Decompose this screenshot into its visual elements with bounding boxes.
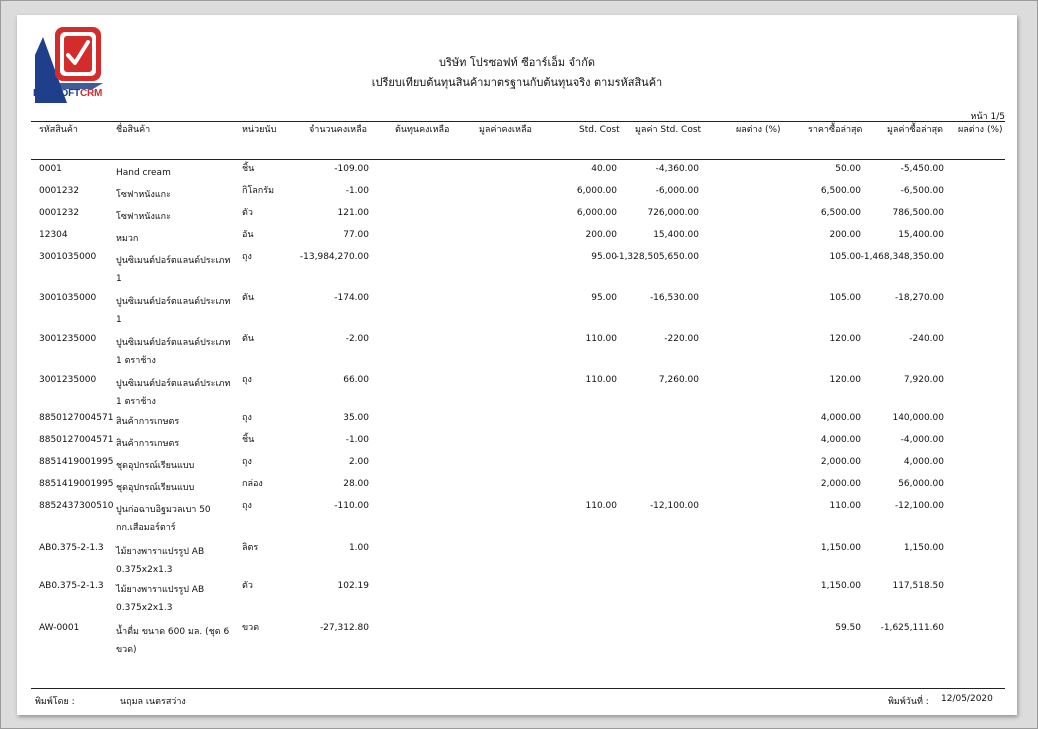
col-header-qty: จำนวนคงเหลือ — [309, 125, 368, 135]
row-qty: 102.19 — [337, 581, 369, 591]
col-header-value-balance: มูลค่าคงเหลือ — [479, 125, 532, 135]
row-last-value: 1,150.00 — [903, 543, 944, 553]
row-std-cost: 95.00 — [591, 252, 617, 262]
header-top-rule — [31, 121, 1005, 122]
row-product-name: ปูนซิเมนต์ปอร์ตแลนด์ประเภท 1 ตราช้าง — [116, 379, 231, 407]
row-last-value: 56,000.00 — [898, 479, 944, 489]
row-unit: ตัน — [242, 293, 254, 303]
row-qty: -1.00 — [345, 186, 369, 196]
row-last-price: 105.00 — [829, 293, 861, 303]
row-last-price: 110.00 — [829, 501, 861, 511]
row-last-value: 140,000.00 — [892, 413, 944, 423]
row-last-price: 2,000.00 — [820, 479, 861, 489]
row-product-name: ปูนซิเมนต์ปอร์ตแลนด์ประเภท 1 ตราช้าง — [116, 338, 231, 366]
row-qty: -13,984,270.00 — [299, 252, 369, 262]
printed-by-name: นฤมล เนตรสว่าง — [120, 697, 186, 707]
row-qty: -174.00 — [334, 293, 369, 303]
row-qty: -1.00 — [345, 435, 369, 445]
row-code: 0001 — [39, 164, 62, 174]
row-last-price: 4,000.00 — [820, 413, 861, 423]
report-page — [17, 15, 1017, 715]
row-last-price: 6,500.00 — [820, 186, 861, 196]
row-std-cost: 200.00 — [585, 230, 617, 240]
row-product-name: ปูนซิเมนต์ปอร์ตแลนด์ประเภท 1 — [116, 297, 231, 325]
row-qty: 28.00 — [343, 479, 369, 489]
row-unit: ถุง — [242, 457, 252, 467]
header-bottom-rule — [31, 159, 1005, 160]
row-last-value: -1,468,348,350.00 — [860, 252, 944, 262]
row-code: 12304 — [39, 230, 68, 240]
row-unit: ตัว — [242, 581, 253, 591]
row-std-cost: 110.00 — [585, 334, 617, 344]
row-last-value: -18,270.00 — [894, 293, 944, 303]
row-qty: 77.00 — [343, 230, 369, 240]
row-unit: ชิ้น — [242, 164, 255, 174]
row-std-cost: 110.00 — [585, 375, 617, 385]
row-last-price: 200.00 — [829, 230, 861, 240]
col-header-last-price: ราคาซื้อล่าสุด — [808, 125, 863, 135]
printed-date-label: พิมพ์วันที่ : — [888, 697, 929, 707]
row-code: 3001035000 — [39, 293, 97, 303]
row-product-name: สินค้าการเกษตร — [116, 439, 180, 449]
row-last-value: 7,920.00 — [903, 375, 944, 385]
row-unit: ชิ้น — [242, 435, 255, 445]
row-last-value: -12,100.00 — [894, 501, 944, 511]
row-std-value: 726,000.00 — [647, 208, 699, 218]
row-product-name: น้ำดื่ม ขนาด 600 มล. (ชุด 6 ขวด) — [116, 627, 230, 655]
col-header-diff-2: ผลต่าง (%) — [958, 125, 1003, 135]
row-product-name: โซฟาหนังแกะ — [116, 190, 171, 200]
row-product-name: ชุดอุปกรณ์เรียนแบบ — [116, 483, 195, 493]
row-product-name: ไม้ยางพาราแปรรูป AB 0.375x2x1.3 — [116, 547, 205, 575]
row-code: 8851419001995 — [39, 457, 114, 467]
row-unit: ถุง — [242, 252, 252, 262]
row-code: 3001035000 — [39, 252, 97, 262]
printed-date: 12/05/2020 — [941, 694, 993, 704]
report-title: เปรียบเทียบต้นทุนสินค้ามาตรฐานกับต้นทุนจริง ตามรหัสสินค้า — [371, 76, 663, 89]
row-code: 8850127004571 — [39, 413, 114, 423]
row-last-value: 4,000.00 — [903, 457, 944, 467]
row-unit: ตัน — [242, 334, 254, 344]
row-qty: -110.00 — [334, 501, 369, 511]
row-unit: อัน — [242, 230, 254, 240]
row-last-price: 1,150.00 — [820, 581, 861, 591]
row-product-name: หมวก — [116, 234, 139, 244]
row-last-price: 1,150.00 — [820, 543, 861, 553]
row-qty: 121.00 — [337, 208, 369, 218]
col-header-cost-balance: ต้นทุนคงเหลือ — [395, 125, 450, 135]
row-last-price: 105.00 — [829, 252, 861, 262]
company-name: บริษัท โปรซอฟท์ ซีอาร์เอ็ม จำกัด — [439, 56, 595, 69]
row-unit: ตัว — [242, 208, 253, 218]
row-qty: 66.00 — [343, 375, 369, 385]
row-unit: ขวด — [242, 623, 260, 633]
row-last-value: 786,500.00 — [892, 208, 944, 218]
col-header-std-cost: Std. Cost — [579, 125, 620, 135]
row-last-price: 120.00 — [829, 334, 861, 344]
row-std-cost: 6,000.00 — [576, 186, 617, 196]
row-unit: ลิตร — [242, 543, 259, 553]
row-last-value: -1,625,111.60 — [880, 623, 944, 633]
row-qty: -27,312.80 — [319, 623, 369, 633]
printed-by-label: พิมพ์โดย : — [35, 697, 75, 707]
row-qty: -109.00 — [334, 164, 369, 174]
row-product-name: ปูนก่อฉาบอิฐมวลเบา 50 กก.เสือมอร์ตาร์ — [116, 505, 211, 533]
col-header-unit: หน่วยนับ — [242, 125, 277, 135]
row-last-price: 120.00 — [829, 375, 861, 385]
row-std-cost: 95.00 — [591, 293, 617, 303]
row-last-value: -6,500.00 — [900, 186, 944, 196]
row-code: AB0.375-2-1.3 — [39, 581, 104, 591]
logo-wordmark: PROSOFTCRM — [33, 88, 103, 99]
col-header-diff-1: ผลต่าง (%) — [736, 125, 781, 135]
row-unit: ถุง — [242, 501, 252, 511]
row-code: 3001235000 — [39, 334, 97, 344]
row-last-price: 6,500.00 — [820, 208, 861, 218]
page-number: หน้า 1/5 — [970, 112, 1005, 122]
row-product-name: ชุดอุปกรณ์เรียนแบบ — [116, 461, 195, 471]
row-last-price: 2,000.00 — [820, 457, 861, 467]
row-qty: 35.00 — [343, 413, 369, 423]
row-last-value: 15,400.00 — [898, 230, 944, 240]
row-product-name: สินค้าการเกษตร — [116, 417, 180, 427]
row-product-name: ปูนซิเมนต์ปอร์ตแลนด์ประเภท 1 — [116, 256, 231, 284]
row-unit: ถุง — [242, 375, 252, 385]
row-code: AW-0001 — [39, 623, 80, 633]
row-product-name: ไม้ยางพาราแปรรูป AB 0.375x2x1.3 — [116, 585, 205, 613]
row-last-value: -240.00 — [909, 334, 944, 344]
row-qty: 1.00 — [348, 543, 369, 553]
row-std-value: -220.00 — [664, 334, 699, 344]
row-code: 0001232 — [39, 208, 80, 218]
row-code: 8851419001995 — [39, 479, 114, 489]
row-product-name: โซฟาหนังแกะ — [116, 212, 171, 222]
row-last-price: 59.50 — [835, 623, 861, 633]
row-std-cost: 110.00 — [585, 501, 617, 511]
row-product-name: Hand cream — [116, 168, 171, 178]
col-header-name: ชื่อสินค้า — [116, 125, 151, 135]
row-std-value: -6,000.00 — [655, 186, 699, 196]
row-std-value: 15,400.00 — [653, 230, 699, 240]
col-header-code: รหัสสินค้า — [39, 125, 78, 135]
row-last-price: 4,000.00 — [820, 435, 861, 445]
row-unit: ถุง — [242, 413, 252, 423]
col-header-last-value: มูลค่าซื้อล่าสุด — [887, 125, 943, 135]
row-std-value: 7,260.00 — [658, 375, 699, 385]
row-unit: กิโลกรัม — [242, 186, 275, 196]
row-code: 8852437300510 — [39, 501, 114, 511]
row-std-value: -16,530.00 — [649, 293, 699, 303]
row-qty: -2.00 — [345, 334, 369, 344]
row-qty: 2.00 — [348, 457, 369, 467]
row-std-value: -12,100.00 — [649, 501, 699, 511]
footer-rule — [31, 688, 1005, 689]
row-code: 3001235000 — [39, 375, 97, 385]
row-last-value: -5,450.00 — [900, 164, 944, 174]
col-header-std-value: มูลค่า Std. Cost — [635, 125, 702, 135]
row-std-value: -4,360.00 — [655, 164, 699, 174]
row-code: AB0.375-2-1.3 — [39, 543, 104, 553]
row-std-cost: 6,000.00 — [576, 208, 617, 218]
row-std-value: -1,328,505,650.00 — [615, 252, 699, 262]
row-code: 8850127004571 — [39, 435, 114, 445]
row-std-cost: 40.00 — [591, 164, 617, 174]
row-last-price: 50.00 — [835, 164, 861, 174]
row-last-value: -4,000.00 — [900, 435, 944, 445]
row-unit: กล่อง — [242, 479, 263, 489]
row-last-value: 117,518.50 — [892, 581, 944, 591]
row-code: 0001232 — [39, 186, 80, 196]
